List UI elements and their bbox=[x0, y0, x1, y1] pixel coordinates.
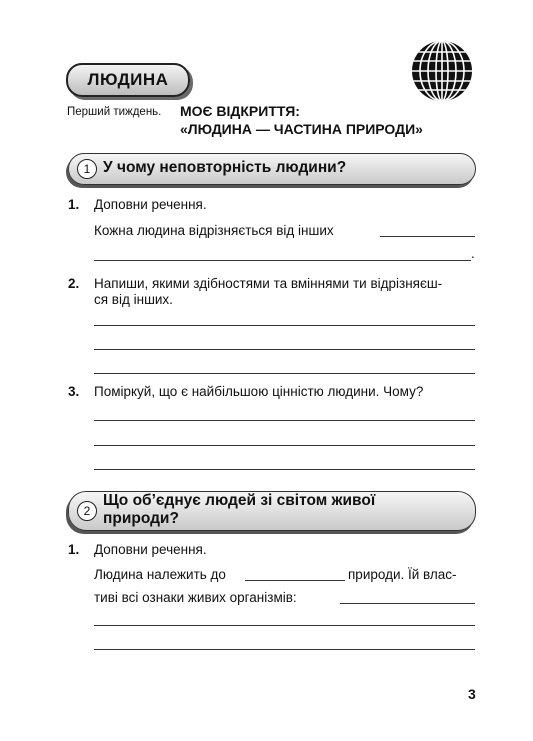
answer-line[interactable] bbox=[94, 373, 475, 374]
answer-line[interactable] bbox=[94, 325, 475, 326]
sentence-end-mark: . bbox=[471, 246, 475, 261]
answer-line[interactable] bbox=[380, 236, 475, 237]
s2-task1-instruction: Доповни речення. bbox=[94, 542, 207, 557]
discovery-line-2: «ЛЮДИНА — ЧАСТИНА ПРИРОДИ» bbox=[180, 121, 423, 137]
s1-task1-sentence: Кожна людина відрізняється від інших bbox=[94, 223, 334, 238]
s1-task2-number: 2. bbox=[68, 276, 80, 291]
topic-title: ЛЮДИНА bbox=[87, 70, 169, 89]
answer-line[interactable] bbox=[94, 349, 475, 350]
s2-task1-part-2: природи. Їй влас- bbox=[348, 567, 457, 582]
answer-line[interactable] bbox=[245, 580, 345, 581]
globe-icon bbox=[411, 40, 473, 102]
page-number: 3 bbox=[468, 686, 476, 702]
s2-task1-part-3: тиві всі ознаки живих організмів: bbox=[94, 590, 297, 605]
section-1-header bbox=[68, 153, 476, 185]
s1-task3-number: 3. bbox=[68, 384, 80, 399]
answer-line[interactable] bbox=[94, 469, 475, 470]
answer-line[interactable] bbox=[94, 625, 475, 626]
topic-title-badge bbox=[66, 63, 190, 97]
s1-task1-number: 1. bbox=[68, 197, 80, 212]
answer-line[interactable] bbox=[94, 260, 471, 261]
s1-task1-instruction: Доповни речення. bbox=[94, 197, 207, 212]
discovery-line-1: МОЄ ВІДКРИТТЯ: bbox=[180, 103, 300, 119]
section-2-title bbox=[103, 492, 375, 528]
section-2-number: 2 bbox=[77, 501, 97, 521]
discovery-heading bbox=[180, 102, 423, 138]
section-2-title-line-2: природи? bbox=[103, 510, 179, 527]
s2-task1-part-1: Людина належить до bbox=[94, 567, 226, 582]
week-label: Перший тиждень. bbox=[67, 106, 162, 118]
section-1-number: 1 bbox=[77, 159, 97, 179]
section-1-title: У чому неповторність людини? bbox=[103, 159, 347, 176]
answer-line[interactable] bbox=[94, 649, 475, 650]
section-2-header bbox=[68, 491, 476, 531]
s1-task2-line-1: Напиши, якими здібностями та вміннями ти відрізняєш- bbox=[94, 276, 443, 291]
answer-line[interactable] bbox=[94, 420, 475, 421]
answer-line[interactable] bbox=[340, 603, 475, 604]
section-2-title-line-1: Що об’єднує людей зі світом живої bbox=[103, 492, 376, 509]
s2-task1-number: 1. bbox=[68, 542, 80, 557]
s1-task2-line-2: ся від інших. bbox=[94, 292, 173, 307]
s1-task3-text: Поміркуй, що є найбільшою цінністю людини. Чому? bbox=[94, 384, 424, 399]
answer-line[interactable] bbox=[94, 445, 475, 446]
